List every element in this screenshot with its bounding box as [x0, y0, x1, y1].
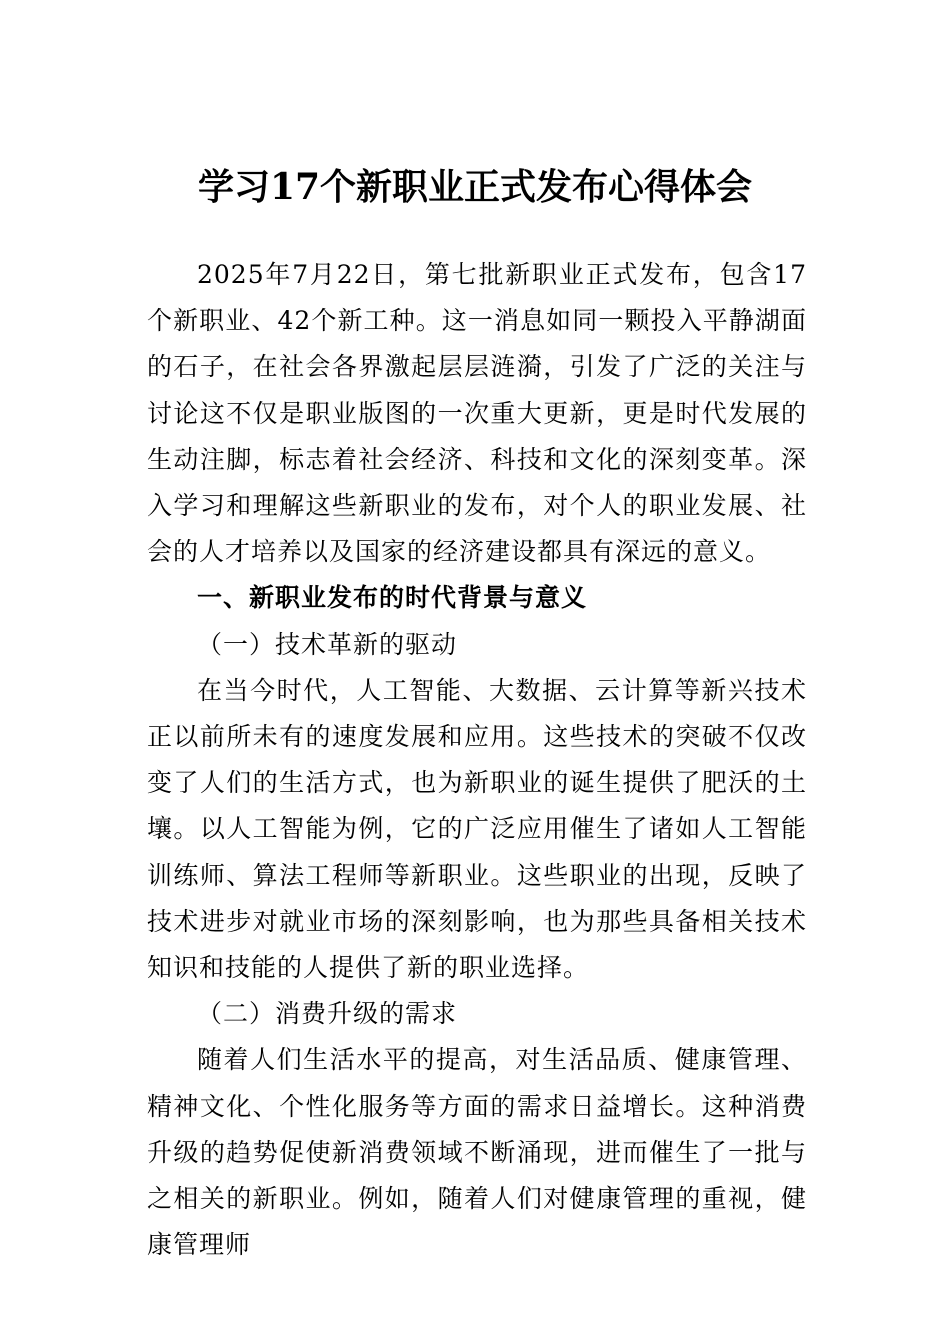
section-heading: 一、新职业发布的时代背景与意义: [197, 583, 588, 613]
document-title: 学习17个新职业正式发布心得体会: [197, 166, 753, 208]
subsection-paragraph: 随着人们生活水平的提高，对生活品质、健康管理、精神文化、个性化服务等方面的需求日益增长。这种消费升级的趋势促使新消费领域不断涌现，进而催生了一批与之相关的新职业。例如，随着人们对健康管理的重视，健康管理师: [147, 1045, 807, 1260]
intro-paragraph: 2025年7月22日，第七批新职业正式发布，包含17个新职业、42个新工种。这一消息如同一颗投入平静湖面的石子，在社会各界激起层层涟漪，引发了广泛的关注与讨论这不仅是职业版图的一次重大更新，更是时代发展的生动注脚，标志着社会经济、科技和文化的深刻变革。深入学习和理解这些新职业的发布，对个人的职业发展、社会的人才培养以及国家的经济建设都具有深远的意义。: [147, 260, 807, 567]
subsection-heading: （一）技术革新的驱动: [197, 629, 458, 659]
subsection-heading: （二）消费升级的需求: [197, 999, 458, 1029]
subsection-paragraph: 在当今时代，人工智能、大数据、云计算等新兴技术正以前所未有的速度发展和应用。这些技术的突破不仅改变了人们的生活方式，也为新职业的诞生提供了肥沃的土壤。以人工智能为例，它的广泛应用催生了诸如人工智能训练师、算法工程师等新职业。这些职业的出现，反映了技术进步对就业市场的深刻影响，也为那些具备相关技术知识和技能的人提供了新的职业选择。: [147, 675, 807, 983]
document-body: [147, 252, 807, 1268]
